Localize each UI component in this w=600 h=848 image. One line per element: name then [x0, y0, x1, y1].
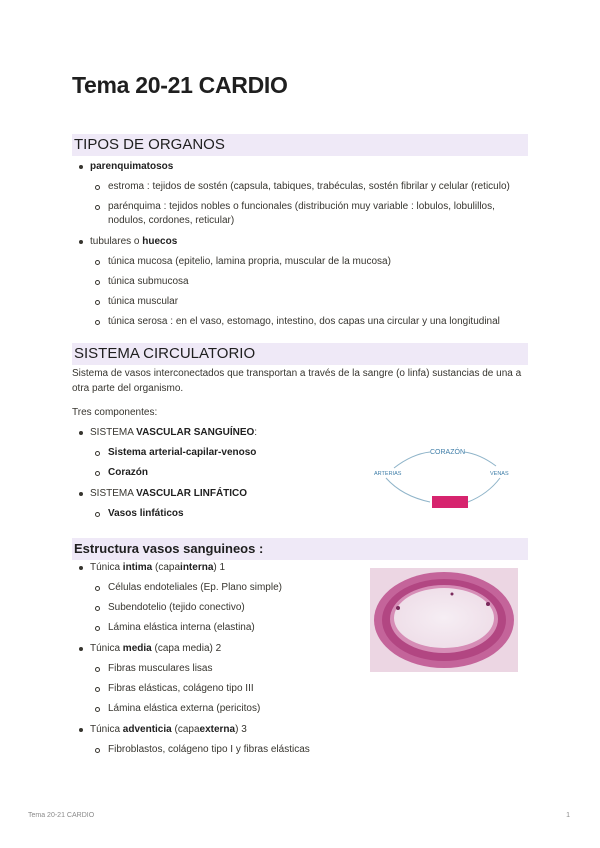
list-item: Túnica adventicia (capaexterna) 3 — [72, 722, 362, 737]
arrow-arterias-corazon — [394, 452, 430, 468]
list-item: Células endoteliales (Ep. Plano simple) — [72, 581, 362, 595]
list-item: tubulares o huecos — [72, 234, 528, 249]
list-item: Lámina elástica externa (pericitos) — [72, 702, 362, 716]
list-item: Túnica intima (capainterna) 1 — [72, 560, 362, 575]
list-item: Corazón — [72, 466, 362, 480]
list-item: Lámina elástica interna (elastina) — [72, 621, 362, 635]
list-item: Fibras elásticas, colágeno tipo III — [72, 682, 362, 696]
list-item: estroma : tejidos de sostén (capsula, tabiques, trabéculas, sostén fibrilar y celular (reticulo) — [72, 180, 528, 194]
page-title: Tema 20-21 CARDIO — [72, 72, 288, 98]
section-heading-estructura: Estructura vasos sanguineos : — [72, 538, 528, 560]
list-item: parénquima : tejidos nobles o funcionales (distribución muy variable : lobulos, lobulillos, nodulos, cordones, reticular) — [72, 200, 528, 228]
list-item: Túnica media (capa media) 2 — [72, 641, 362, 656]
arrow-arterias-capilares — [386, 478, 430, 502]
list-item-label: parenquimatosos — [90, 161, 174, 172]
tres-componentes: Tres componentes: — [72, 407, 158, 418]
sistema-intro: Sistema de vasos interconectados que transportan a través de la sangre (o linfa) sustancias de una a otra parte del organismo. — [72, 368, 522, 394]
page-number: 1 — [566, 812, 570, 819]
circulation-diagram — [372, 442, 512, 514]
list-item: Vasos linfáticos — [72, 507, 362, 521]
list-item: Sistema arterial-capilar-venoso — [72, 446, 362, 460]
lumen — [394, 588, 494, 648]
list-item: Fibroblastos, colágeno tipo I y fibras elásticas — [72, 743, 362, 757]
label-corazon: CORAZÓN — [430, 449, 465, 456]
list-item: Fibras musculares lisas — [72, 662, 362, 676]
list-item: túnica submucosa — [72, 275, 528, 289]
arrow-capilares-venas — [468, 478, 500, 502]
list-item — [72, 159, 528, 174]
cell-dot — [451, 593, 454, 596]
list-item: túnica mucosa (epitelio, lamina propria, muscular de la mucosa) — [72, 255, 528, 269]
section-heading-sistema: SISTEMA CIRCULATORIO — [72, 343, 528, 365]
label-arterias: ARTERIAS — [374, 471, 402, 477]
circulation-diagram-svg — [372, 442, 512, 514]
label-venas: VENAS — [490, 471, 509, 477]
cell-dot — [396, 606, 400, 610]
section-heading-tipos: TIPOS DE ORGANOS — [72, 134, 528, 156]
tipos-list — [72, 159, 528, 335]
list-item: Subendotelio (tejido conectivo) — [72, 601, 362, 615]
list-item: túnica muscular — [72, 295, 528, 309]
vessel-histology-image — [370, 568, 518, 672]
list-item: SISTEMA VASCULAR LINFÁTICO — [72, 486, 362, 501]
vessel-histology-svg — [370, 568, 518, 672]
sistema-list — [72, 425, 362, 527]
arrow-corazon-venas — [464, 452, 496, 466]
footer-title: Tema 20-21 CARDIO — [28, 812, 95, 819]
list-item: túnica serosa : en el vaso, estomago, intestino, dos capas una circular y una longitudinal — [72, 315, 528, 329]
cell-dot — [486, 602, 490, 606]
estructura-list — [72, 560, 362, 763]
list-item: SISTEMA VASCULAR SANGUÍNEO: — [72, 425, 362, 440]
capilares-box — [432, 496, 468, 508]
